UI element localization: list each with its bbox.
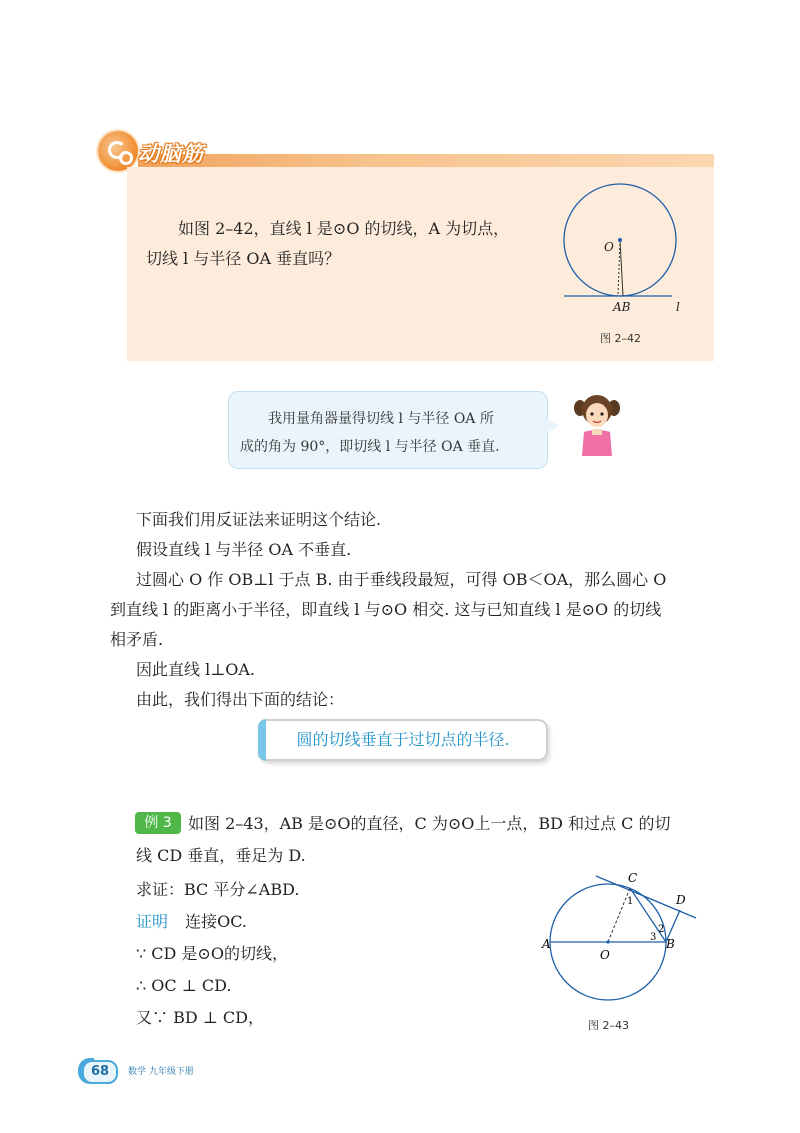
proof-step-2: ∵ CD 是⊙O的切线， [136,944,288,963]
think-title: 动脑筋 [138,142,204,166]
body-p4: 因此直线 l⊥OA. [136,660,256,679]
think-header-bar [138,154,714,167]
proof-by-contradiction [110,505,716,715]
label-angle-3: 3 [650,932,657,943]
center-point [618,238,622,242]
example-badge: 例 3 [135,812,181,834]
think-line-2: 切线 l 与半径 OA 垂直吗？ [146,249,341,268]
girl-avatar-icon [572,388,622,458]
label-d: D [676,893,686,907]
proof-label: 证明 [136,912,169,931]
label-c: C [628,871,638,885]
figure-2-42 [560,180,710,320]
proof-steps [136,874,516,1034]
body-p3b: 到直线 l 的距离小于半径，即直线 l 与⊙O 相交. 这与已知直线 l 是⊙O 的切线 [110,600,662,619]
body-p3c: 相矛盾. [110,630,164,649]
think-question [146,214,566,274]
book-title: 数学 九年级下册 [128,1067,194,1077]
theorem-text: 圆的切线垂直于过切点的半径. [296,730,510,749]
proof-line-1 [136,906,516,938]
bubble-line-2: 成的角为 90°，即切线 l 与半径 OA 垂直. [240,439,500,455]
body-p1: 下面我们用反证法来证明这个结论. [136,510,382,529]
figure-2-43-caption: 图 2–43 [588,1019,629,1032]
speech-bubble-text [240,405,540,461]
proof-step-1: 连接OC. [185,912,247,931]
label-angle-1: 1 [627,896,634,907]
example-line-1: 如图 2–43，AB 是⊙O的直径，C 为⊙O上一点，BD 和过点 C 的切 [188,814,671,833]
label-l: l [676,300,680,314]
figure-2-43 [530,868,710,1018]
speech-bubble-tail [545,418,559,434]
prove-statement: 求证：BC 平分∠ABD. [136,880,300,899]
figure-2-42-caption: 图 2–42 [600,332,641,345]
proof-step-3: ∴ OC ⊥ CD. [136,976,232,995]
think-line-1: 如图 2–42，直线 l 是⊙O 的切线，A 为切点， [178,219,510,238]
think-badge-icon [98,131,138,171]
proof-step-4: 又∵ BD ⊥ CD， [136,1008,264,1027]
label-ab: AB [613,300,631,314]
bubble-line-1: 我用量角器量得切线 l 与半径 OA 所 [268,411,494,427]
page-number: 68 [82,1060,118,1084]
segment-ob [620,240,623,296]
label-o: O [604,240,614,254]
body-p5: 由此，我们得出下面的结论： [136,690,345,709]
body-p2: 假设直线 l 与半径 OA 不垂直. [136,540,352,559]
label-b: B [666,937,675,951]
label-o-43: O [600,948,610,962]
label-angle-2: 2 [658,924,665,935]
example-line-2: 线 CD 垂直，垂足为 D. [136,846,306,865]
body-p3a: 过圆心 O 作 OB⊥l 于点 B. 由于垂线段最短，可得 OB＜OA，那么圆心 O [136,570,667,589]
radius-oa [618,240,620,296]
label-a: A [542,937,551,951]
